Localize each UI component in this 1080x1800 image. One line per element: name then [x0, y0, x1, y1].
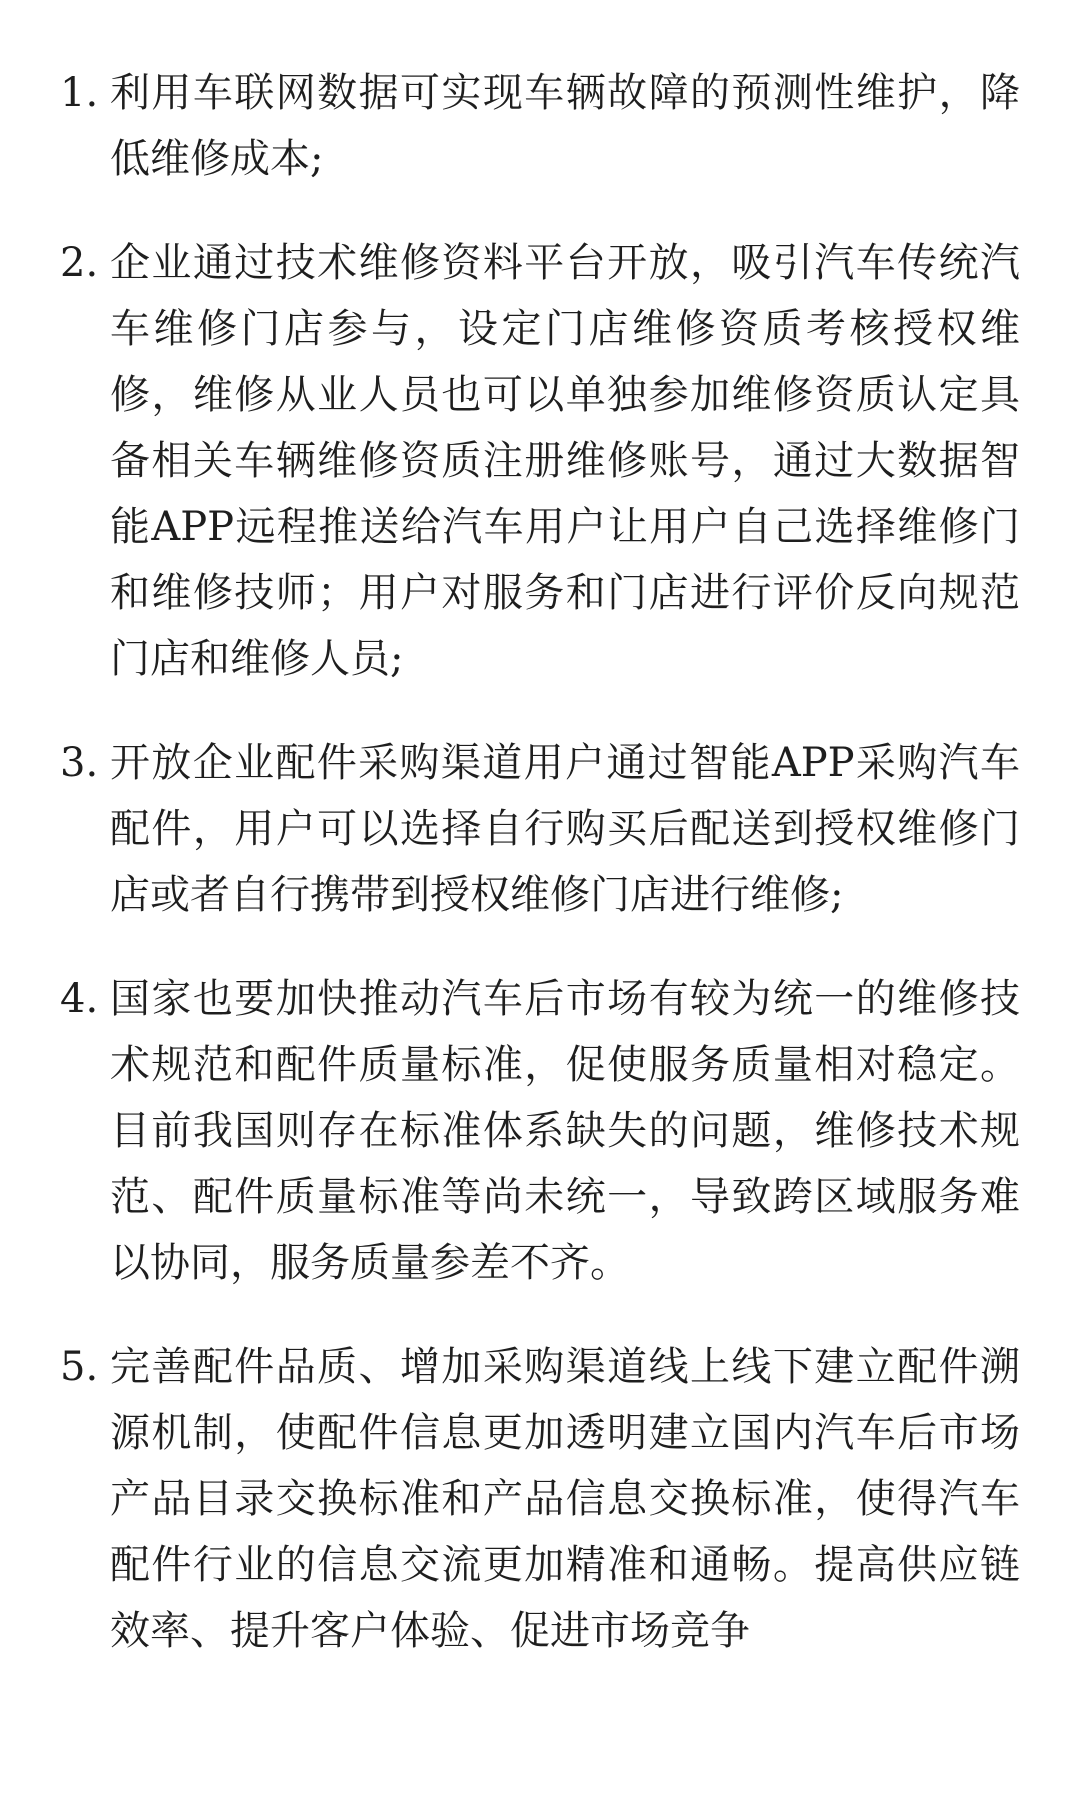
- list-item-number: 2.: [60, 240, 99, 286]
- list-item-text: 完善配件品质、增加采购渠道线上线下建立配件溯源机制，使配件信息更加透明建立国内汽车后市场产品目录交换标准和产品信息交换标准，使得汽车配件行业的信息交流更加精准和通畅。提高供应链效率、提升客户体验、促进市场竞争: [110, 1344, 1020, 1654]
- list-item-text: 国家也要加快推动汽车后市场有较为统一的维修技术规范和配件质量标准，促使服务质量相对稳定。目前我国则存在标准体系缺失的问题，维修技术规范、配件质量标准等尚未统一，导致跨区域服务难以协同，服务质量参差不齐。: [110, 976, 1020, 1286]
- list-item-number: 4.: [60, 976, 99, 1022]
- list-item-3: [60, 730, 1020, 928]
- list-item-text: 利用车联网数据可实现车辆故障的预测性维护，降低维修成本;: [110, 70, 1020, 182]
- list-item-text: 企业通过技术维修资料平台开放，吸引汽车传统汽车维修门店参与，设定门店维修资质考核授权维修，维修从业人员也可以单独参加维修资质认定具备相关车辆维修资质注册维修账号，通过大数据智能APP远程推送给汽车用户让用户自己选择维修门和维修技师；用户对服务和门店进行评价反向规范门店和维修人员;: [110, 240, 1020, 682]
- list-item-5: [60, 1334, 1020, 1664]
- list-item-4: [60, 966, 1020, 1296]
- list-item-number: 3.: [60, 740, 99, 786]
- list-item-number: 1.: [60, 70, 99, 116]
- list-item-text: 开放企业配件采购渠道用户通过智能APP采购汽车配件，用户可以选择自行购买后配送到授权维修门店或者自行携带到授权维修门店进行维修;: [110, 740, 1020, 918]
- list-item-2: [60, 230, 1020, 692]
- numbered-list: [60, 60, 1020, 1702]
- list-item-number: 5.: [60, 1344, 99, 1390]
- list-item-1: [60, 60, 1020, 192]
